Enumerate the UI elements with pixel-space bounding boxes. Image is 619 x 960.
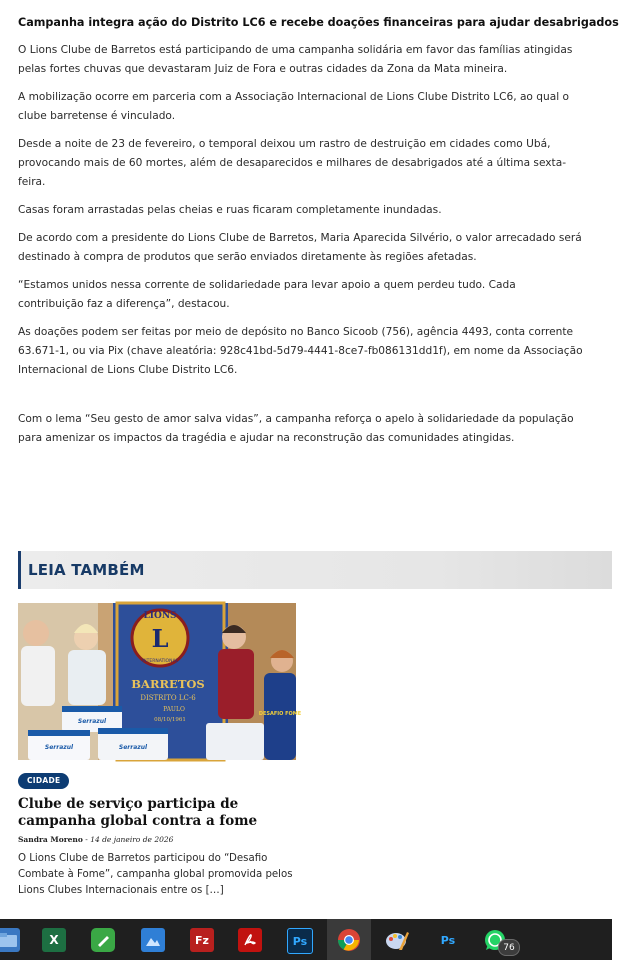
bag-brand-2: Serrazul [44, 744, 74, 751]
chrome-icon[interactable] [337, 928, 361, 952]
whatsapp-notification-badge: 76 [498, 939, 520, 956]
banner-lions-text: LIONS [143, 611, 177, 621]
banner-state: PAULO [163, 706, 185, 713]
article-paragraph: O Lions Clube de Barretos está participando de uma campanha solidária em favor das famílias atingidas pelas fortes chuvas que devastaram Juiz de Fora e outras cidades da Zona da Mata mineira. [18, 44, 573, 75]
related-article-title[interactable]: Clube de serviço participa de campanha global contra a fome [18, 796, 258, 829]
shirt-text: DESAFIO FOME [258, 711, 302, 717]
related-article-photo[interactable] [18, 603, 302, 760]
notepad-icon[interactable] [91, 928, 115, 952]
article-meta [18, 835, 173, 844]
article-paragraph: Desde a noite de 23 de fevereiro, o temporal deixou um rastro de destruição em cidades como Ubá, provocando mais de 60 mortes, além de desaparecidos e milhares de desabrigados até a última sexta-feira. [18, 138, 567, 188]
banner-international-text: INTERNATIONAL [141, 659, 179, 664]
article-paragraph: “Estamos unidos nessa corrente de solidariedade para levar apoio a quem perdeu tudo. Cada contribuição faz a diferença”, destacou. [18, 279, 516, 310]
category-badge[interactable]: CIDADE [18, 773, 69, 789]
excel-icon[interactable]: X [42, 928, 66, 952]
meta-separator: - [82, 835, 91, 844]
photoshop-icon[interactable]: Ps [287, 928, 313, 954]
photos-icon[interactable] [141, 928, 165, 952]
paint-icon[interactable] [385, 928, 409, 952]
article-paragraph: De acordo com a presidente do Lions Clube de Barretos, Maria Aparecida Silvério, o valor arrecadado será destinado à compra de produtos que serão enviados diretamente às regiões afetadas. [18, 232, 582, 263]
file-explorer-icon[interactable] [0, 928, 20, 952]
bag-brand-3: Serrazul [118, 744, 148, 751]
banner-letter: L [151, 624, 169, 653]
bag-brand-1: Serrazul [77, 718, 107, 725]
article-headline: Campanha integra ação do Distrito LC6 e recebe doações financeiras para ajudar desabrigados [18, 16, 619, 29]
related-article-excerpt: O Lions Clube de Barretos participou do “Desafio Combate à Fome”, campanha global promovida pelos Lions Clubes Internacionais entre os […] [18, 853, 293, 896]
acrobat-icon[interactable] [238, 928, 262, 952]
article-date: 14 de janeiro de 2026 [90, 835, 174, 844]
windows-taskbar [0, 919, 612, 960]
article-paragraph: As doações podem ser feitas por meio de depósito no Banco Sicoob (756), agência 4493, conta corrente 63.671-1, ou via Pix (chave aleatória: 928c41bd-5d79-4441-8ce7-fb086131dd1f), em nome da Associação Internacional de Lions Clube Distrito LC6. [18, 326, 583, 376]
photo-illustration [18, 603, 302, 760]
article-body [18, 14, 619, 457]
filezilla-icon[interactable]: Fz [190, 928, 214, 952]
banner-city: BARRETOS [131, 677, 205, 691]
banner-district: DISTRITO LC-6 [140, 694, 196, 702]
photoshop-icon-2[interactable]: Ps [440, 933, 456, 947]
article-paragraph: A mobilização ocorre em parceria com a Associação Internacional de Lions Clube Distrito LC6, ao qual o clube barretense é vinculado. [18, 91, 570, 122]
section-accent-bar [18, 551, 21, 589]
article-paragraph: Com o lema “Seu gesto de amor salva vidas”, a campanha reforça o apelo à solidariedade da população para amenizar os impactos da tragédia e ajudar na reconstrução das comunidades atingidas. [18, 413, 574, 444]
article-paragraph: Casas foram arrastadas pelas cheias e ruas ficaram completamente inundadas. [18, 204, 442, 216]
banner-founded: 08/10/1961 [154, 717, 186, 723]
related-section-title: LEIA TAMBÉM [28, 561, 145, 579]
article-author[interactable]: Sandra Moreno [18, 835, 83, 844]
related-section-header [18, 551, 612, 589]
